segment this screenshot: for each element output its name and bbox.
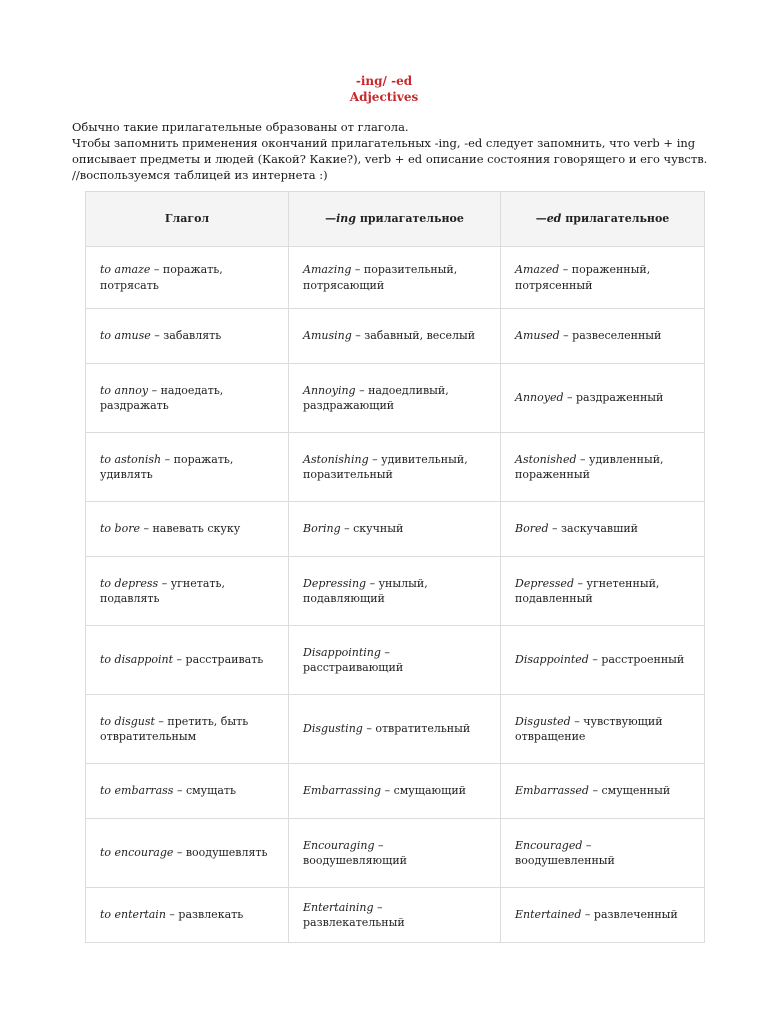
word: Annoying bbox=[303, 383, 356, 397]
header-text: прилагательное bbox=[355, 212, 464, 226]
table-header-row bbox=[86, 192, 705, 247]
word: to disappoint bbox=[100, 653, 174, 667]
ing-adjective-cell bbox=[289, 626, 501, 695]
verb-cell bbox=[86, 557, 289, 626]
verb-cell bbox=[86, 433, 289, 502]
word: Entertaining bbox=[303, 900, 374, 914]
translation: – расстраивать bbox=[173, 653, 264, 667]
word: to astonish bbox=[100, 452, 162, 466]
ed-adjective-cell bbox=[501, 557, 705, 626]
header-text: Глагол bbox=[164, 212, 210, 226]
word: to entertain bbox=[100, 908, 166, 922]
word: Disgusted bbox=[515, 714, 571, 728]
translation: – поражать, удивлять bbox=[100, 452, 234, 481]
ing-adjective-cell bbox=[289, 502, 501, 557]
document-title-suffixes: -ing/ -ed bbox=[355, 74, 413, 88]
word: to disgust bbox=[100, 714, 155, 728]
word: Amazed bbox=[515, 263, 560, 276]
word: Astonished bbox=[515, 452, 577, 466]
translation: – расстроенный bbox=[588, 653, 685, 667]
word: Bored bbox=[515, 522, 549, 536]
table-row bbox=[86, 557, 705, 626]
ed-adjective-cell bbox=[501, 364, 705, 433]
translation: – развлекательный bbox=[303, 900, 405, 929]
word: Depressed bbox=[515, 576, 574, 590]
word: to encourage bbox=[100, 846, 174, 860]
table-row bbox=[86, 364, 705, 433]
word: Astonishing bbox=[303, 452, 369, 466]
header-ing-adjective bbox=[289, 192, 501, 247]
ing-adjective-cell bbox=[289, 247, 501, 309]
translation: – отвратительный bbox=[362, 722, 471, 736]
verb-cell bbox=[86, 502, 289, 557]
translation: – развлеченный bbox=[581, 908, 678, 922]
word: Embarrassing bbox=[303, 784, 382, 798]
table-row bbox=[86, 502, 705, 557]
ing-adjective-cell bbox=[289, 888, 501, 943]
word: Entertained bbox=[515, 908, 582, 922]
word: Encouraged bbox=[515, 838, 583, 852]
header-prefix: — bbox=[325, 212, 337, 226]
ed-adjective-cell bbox=[501, 247, 705, 309]
word: to depress bbox=[100, 576, 159, 590]
translation: – раздраженный bbox=[563, 391, 664, 405]
header-suffix: ed bbox=[546, 212, 562, 226]
translation: – поражать, потрясать bbox=[100, 263, 223, 292]
translation: – заскучавший bbox=[548, 522, 638, 536]
translation: – смущенный bbox=[588, 784, 671, 798]
intro-line: описывает предметы и людей (Какой? Какие?), verb + ed описание состояния говорящего и его чувств. bbox=[72, 152, 708, 166]
word: to amuse bbox=[100, 329, 151, 343]
translation: – забавлять bbox=[150, 329, 222, 343]
adjectives-table bbox=[85, 191, 705, 943]
word: Disappointing bbox=[303, 645, 381, 659]
header-prefix: — bbox=[535, 212, 547, 226]
word: Disappointed bbox=[515, 653, 589, 667]
ing-adjective-cell bbox=[289, 695, 501, 764]
verb-cell bbox=[86, 764, 289, 819]
intro-line: Чтобы запомнить применения окончаний прилагательных -ing, -ed следует запомнить, что verb + ing bbox=[72, 136, 696, 150]
ing-adjective-cell bbox=[289, 557, 501, 626]
intro-line: //воспользуемся таблицей из интернета :) bbox=[72, 168, 328, 182]
translation: – развеселенный bbox=[559, 329, 662, 343]
ed-adjective-cell bbox=[501, 309, 705, 364]
header-suffix: ing bbox=[336, 212, 356, 226]
translation: – забавный, веселый bbox=[351, 329, 476, 343]
table-row bbox=[86, 247, 705, 309]
verb-cell bbox=[86, 695, 289, 764]
word: Encouraging bbox=[303, 838, 375, 852]
word: Amazing bbox=[303, 263, 352, 276]
ing-adjective-cell bbox=[289, 364, 501, 433]
verb-cell bbox=[86, 364, 289, 433]
table-row bbox=[86, 695, 705, 764]
ing-adjective-cell bbox=[289, 309, 501, 364]
ing-adjective-cell bbox=[289, 764, 501, 819]
intro-paragraph bbox=[72, 119, 708, 183]
word: to annoy bbox=[100, 383, 149, 397]
header-verb bbox=[86, 192, 289, 247]
ed-adjective-cell bbox=[501, 888, 705, 943]
verb-cell bbox=[86, 888, 289, 943]
header-ed-adjective bbox=[501, 192, 705, 247]
translation: – надоедать, раздражать bbox=[100, 383, 224, 412]
ed-adjective-cell bbox=[501, 433, 705, 502]
ed-adjective-cell bbox=[501, 819, 705, 888]
verb-cell bbox=[86, 626, 289, 695]
ed-adjective-cell bbox=[501, 502, 705, 557]
translation: – развлекать bbox=[165, 908, 244, 922]
translation: – чувствующий отвращение bbox=[515, 714, 663, 743]
verb-cell bbox=[86, 309, 289, 364]
word: Embarrassed bbox=[515, 784, 589, 798]
table-row bbox=[86, 888, 705, 943]
intro-line: Обычно такие прилагательные образованы от глагола. bbox=[72, 120, 409, 134]
ed-adjective-cell bbox=[501, 626, 705, 695]
header-text: прилагательное bbox=[561, 212, 670, 226]
table-row bbox=[86, 764, 705, 819]
word: Amusing bbox=[303, 329, 352, 343]
table-body bbox=[86, 247, 705, 943]
translation: – скучный bbox=[340, 522, 404, 536]
word: Disgusting bbox=[303, 722, 363, 736]
word: Boring bbox=[303, 522, 341, 536]
translation: – расстраивающий bbox=[303, 645, 404, 674]
translation: – пораженный, потрясенный bbox=[515, 263, 651, 292]
word: Annoyed bbox=[515, 391, 564, 405]
translation: – поразительный, потрясающий bbox=[303, 263, 458, 292]
ed-adjective-cell bbox=[501, 695, 705, 764]
translation: – смущать bbox=[173, 784, 236, 798]
translation: – удивительный, поразительный bbox=[303, 452, 468, 481]
ing-adjective-cell bbox=[289, 433, 501, 502]
ed-adjective-cell bbox=[501, 764, 705, 819]
translation: – навевать скуку bbox=[139, 522, 241, 536]
translation: – надоедливый, раздражающий bbox=[303, 383, 449, 412]
ing-adjective-cell bbox=[289, 819, 501, 888]
translation: – унылый, подавляющий bbox=[303, 576, 428, 605]
word: Depressing bbox=[303, 576, 367, 590]
word: to amaze bbox=[100, 263, 151, 276]
translation: – воодушевляющий bbox=[303, 838, 408, 867]
translation: – воодушевленный bbox=[515, 838, 615, 867]
word: to embarrass bbox=[100, 784, 174, 798]
word: to bore bbox=[100, 522, 140, 536]
table-row bbox=[86, 309, 705, 364]
document-title-adjectives: Adjectives bbox=[349, 90, 419, 104]
table-row bbox=[86, 819, 705, 888]
verb-cell bbox=[86, 247, 289, 309]
translation: – угнетенный, подавленный bbox=[515, 576, 660, 605]
translation: – претить, быть отвратительным bbox=[100, 714, 249, 743]
translation: – воодушевлять bbox=[173, 846, 268, 860]
translation: – удивленный, пораженный bbox=[515, 452, 664, 481]
table-row bbox=[86, 433, 705, 502]
translation: – угнетать, подавлять bbox=[100, 576, 225, 605]
word: Amused bbox=[515, 329, 560, 343]
table-row bbox=[86, 626, 705, 695]
verb-cell bbox=[86, 819, 289, 888]
translation: – смущающий bbox=[381, 784, 467, 798]
